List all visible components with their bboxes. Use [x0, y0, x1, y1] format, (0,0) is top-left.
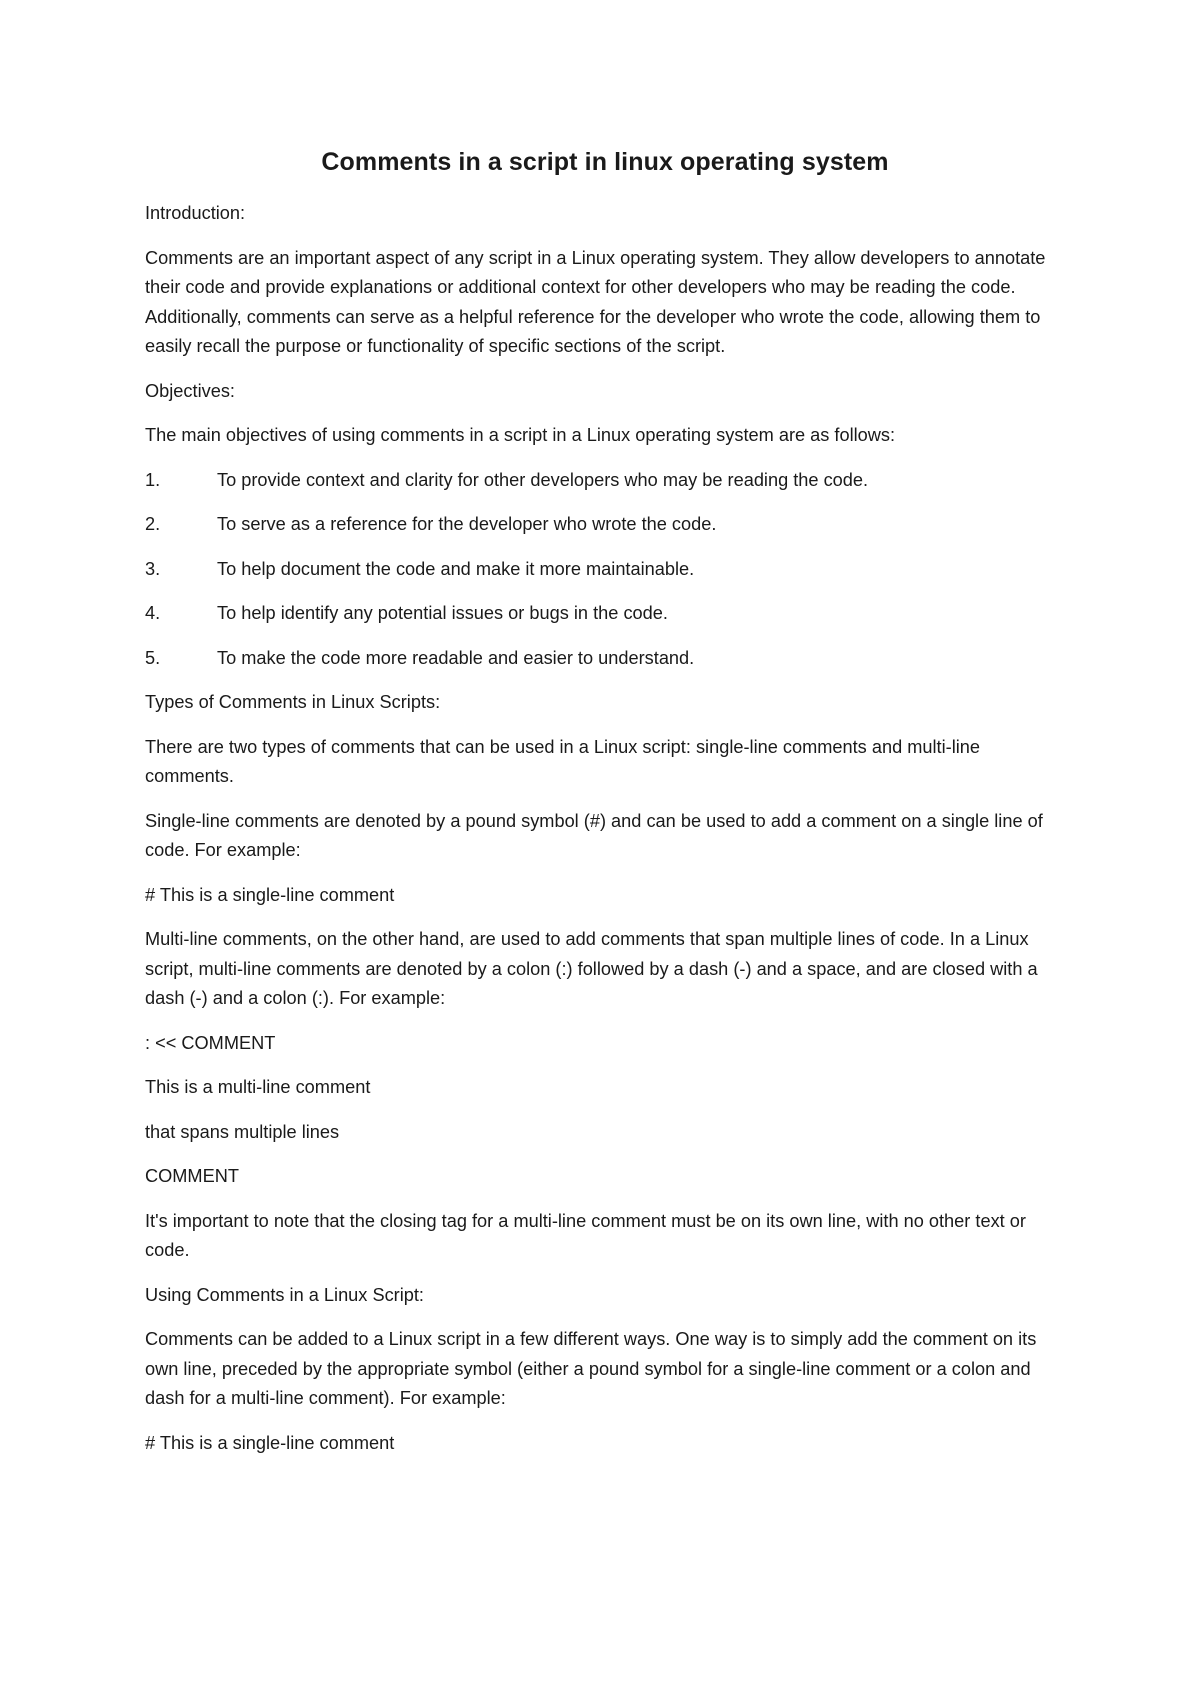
- closing-tag-note: It's important to note that the closing tag for a multi-line comment must be on its own line, with no other text or code.: [145, 1210, 1026, 1260]
- introduction-paragraph: Comments are an important aspect of any script in a Linux operating system. They allow developers to annotate their code and provide explanations or additional context for other developers who may be reading the code. Additionally, comments can serve as a helpful reference for the developer who wrote the code, allowing them to easily recall the purpose or functionality of specific sections of the script.: [145, 247, 1046, 356]
- list-item-number: 4.: [145, 603, 161, 623]
- list-item-number: 5.: [145, 647, 161, 668]
- single-line-description: Single-line comments are denoted by a pound symbol (#) and can be used to add a comment on a single line of code. For example:: [145, 810, 1043, 860]
- list-item-text: To provide context and clarity for other developers who may be reading the code.: [217, 469, 869, 490]
- list-item-number: 3.: [145, 558, 161, 579]
- list-item-text: To help identify any potential issues or bugs in the code.: [217, 603, 668, 623]
- multi-line-example-line: that spans multiple lines: [145, 1121, 340, 1142]
- list-item: [145, 510, 1065, 540]
- list-item: [145, 555, 1065, 585]
- multi-line-example-line: This is a multi-line comment: [145, 1077, 371, 1097]
- multi-line-example-line: : << COMMENT: [145, 1032, 276, 1053]
- objectives-intro: The main objectives of using comments in a script in a Linux operating system are as follows:: [145, 425, 896, 445]
- list-item-text: To help document the code and make it more maintainable.: [217, 558, 695, 579]
- using-heading: Using Comments in a Linux Script:: [145, 1284, 424, 1305]
- single-line-example: # This is a single-line comment: [145, 884, 395, 905]
- list-item-number: 1.: [145, 469, 161, 490]
- list-item: [145, 466, 1065, 496]
- multi-line-description: Multi-line comments, on the other hand, are used to add comments that span multiple lines of code. In a Linux script, multi-line comments are denoted by a colon (:) followed by a dash (-) and a space, and are closed with a dash (-) and a colon (:). For example:: [145, 929, 1038, 1008]
- using-paragraph: Comments can be added to a Linux script in a few different ways. One way is to simply add the comment on its own line, preceded by the appropriate symbol (either a pound symbol for a single-line comment or a colon and dash for a multi-line comment). For example:: [145, 1329, 1037, 1408]
- list-item-text: To serve as a reference for the developer who wrote the code.: [217, 514, 717, 534]
- introduction-heading: Introduction:: [145, 203, 246, 223]
- types-intro-paragraph: There are two types of comments that can be used in a Linux script: single-line comments and multi-line comments.: [145, 736, 980, 786]
- list-item-number: 2.: [145, 514, 161, 534]
- multi-line-example-line: COMMENT: [145, 1166, 239, 1186]
- list-item: [145, 644, 1065, 674]
- objectives-list: [145, 466, 1065, 674]
- list-item-text: To make the code more readable and easier to understand.: [217, 647, 695, 668]
- objectives-heading: Objectives:: [145, 380, 235, 401]
- types-heading: Types of Comments in Linux Scripts:: [145, 692, 441, 712]
- document-title: Comments in a script in linux operating system: [321, 148, 889, 176]
- document-page: [145, 148, 1065, 1473]
- using-example: # This is a single-line comment: [145, 1432, 395, 1453]
- list-item: [145, 599, 1065, 629]
